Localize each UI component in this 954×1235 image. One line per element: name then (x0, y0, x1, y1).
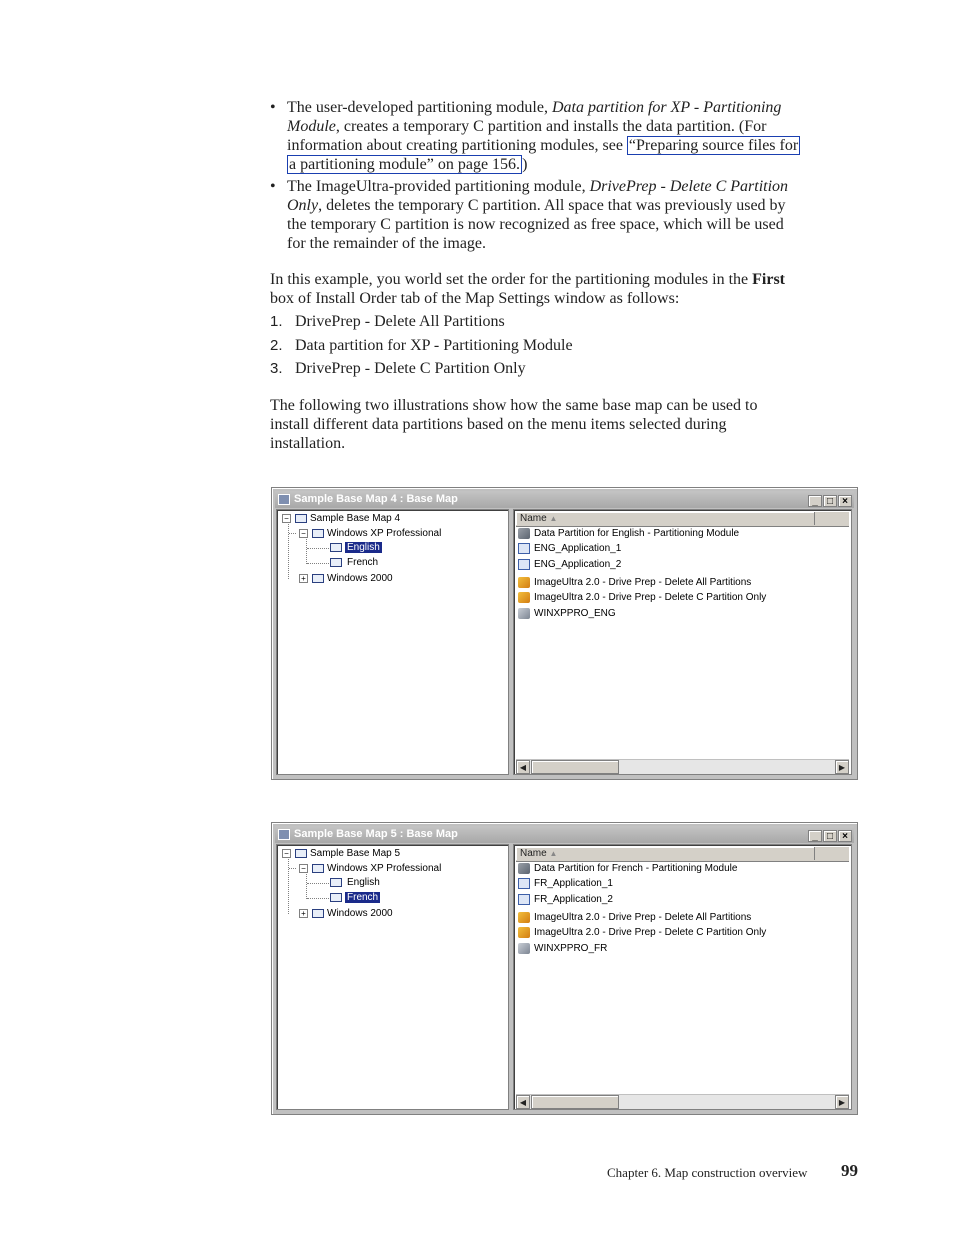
utility-module-icon (518, 577, 530, 588)
application-module-icon (518, 894, 530, 905)
tree-pane[interactable] (276, 844, 509, 1110)
list-item[interactable]: FR_Application_1 (518, 876, 613, 891)
list-item[interactable]: WINXPPRO_FR (518, 941, 607, 956)
module-list-pane[interactable] (513, 509, 852, 775)
intro-paragraph: In this example, you world set the order for the partitioning modules in the First box of Install Order tab of the Map Settings window as follows: (270, 271, 785, 307)
list-item[interactable]: WINXPPRO_ENG (518, 606, 616, 621)
partition-module-icon (518, 863, 530, 874)
window-title-bar[interactable] (275, 826, 854, 843)
close-button[interactable]: × (838, 830, 852, 842)
cross-reference-link-continued[interactable]: a partitioning module” on page 156. (289, 156, 521, 173)
base-map-window-4 (271, 487, 858, 780)
bullet-item-2 (270, 177, 855, 253)
page-number: 99 (841, 1161, 858, 1180)
utility-module-icon (518, 912, 530, 923)
tree-node-english[interactable]: English (330, 875, 382, 890)
cross-reference-link[interactable]: “Preparing source files for (628, 137, 799, 154)
tree-node-english[interactable]: English (330, 540, 382, 555)
scroll-thumb[interactable] (531, 1095, 619, 1109)
bullet-dot: • (270, 178, 276, 195)
list-item[interactable]: ImageUltra 2.0 - Drive Prep - Delete C Partition Only (518, 925, 766, 940)
list-header[interactable] (516, 847, 849, 862)
bullet-dot: • (270, 99, 276, 116)
collapse-toggle[interactable]: − (299, 864, 308, 873)
application-module-icon (518, 559, 530, 570)
chapter-footer: Chapter 6. Map construction overview (607, 1165, 808, 1180)
list-item[interactable]: Data Partition for French - Partitioning Module (518, 861, 737, 876)
menu-item-icon (330, 893, 342, 902)
map-window-icon (278, 494, 290, 505)
bullet-2-line-1: The ImageUltra-provided partitioning module, DrivePrep - Delete C Partition (287, 178, 789, 195)
tree-node-os2[interactable]: + Windows 2000 (299, 906, 393, 921)
menu-item-icon (312, 574, 324, 583)
bullet-1-line-1: The user-developed partitioning module, Data partition for XP - Partitioning (287, 99, 782, 116)
bullet-2-line-3: the temporary C partition is now recognized as free space, which will be used (287, 216, 784, 233)
os-module-icon (518, 608, 530, 619)
bullet-1-line-2: Module, creates a temporary C partition and installs the data partition. (For (287, 118, 767, 135)
menu-item-icon (312, 864, 324, 873)
module-list-pane[interactable] (513, 844, 852, 1110)
menu-item-icon (312, 529, 324, 538)
tree-node-french[interactable]: French (330, 555, 380, 570)
ordered-list-item-3: 3. DrivePrep - Delete C Partition Only (270, 360, 526, 377)
maximize-button[interactable]: □ (823, 830, 837, 842)
base-map-window-5 (271, 822, 858, 1115)
tree-root[interactable]: − Sample Base Map 4 (282, 511, 400, 526)
application-module-icon (518, 543, 530, 554)
tree-node-os1[interactable]: − Windows XP Professional (299, 526, 441, 541)
name-column-header[interactable]: Name ▲ (516, 512, 815, 525)
bullet-2-line-2: Only, deletes the temporary C partition. All space that was previously used by (287, 197, 786, 214)
tree-pane[interactable] (276, 509, 509, 775)
utility-module-icon (518, 592, 530, 603)
ordered-list-item-1: 1. DrivePrep - Delete All Partitions (270, 313, 505, 330)
list-item[interactable]: ENG_Application_1 (518, 541, 621, 556)
window-title-bar[interactable] (275, 491, 854, 508)
close-button[interactable]: × (838, 495, 852, 507)
list-item[interactable]: ImageUltra 2.0 - Drive Prep - Delete All Partitions (518, 575, 751, 590)
list-header[interactable] (516, 512, 849, 527)
scroll-thumb[interactable] (531, 760, 619, 774)
map-icon (295, 849, 307, 858)
tree-node-os2[interactable]: + Windows 2000 (299, 571, 393, 586)
tree-node-french[interactable]: French (330, 890, 380, 905)
scroll-left-arrow-icon[interactable]: ◀ (516, 1095, 530, 1109)
tree-root[interactable]: − Sample Base Map 5 (282, 846, 400, 861)
menu-item-icon (330, 878, 342, 887)
list-item[interactable]: FR_Application_2 (518, 892, 613, 907)
application-module-icon (518, 878, 530, 889)
collapse-toggle[interactable]: − (299, 529, 308, 538)
ordered-list-item-2: 2. Data partition for XP - Partitioning Module (270, 337, 573, 354)
os-module-icon (518, 943, 530, 954)
maximize-button[interactable]: □ (823, 495, 837, 507)
utility-module-icon (518, 927, 530, 938)
collapse-toggle[interactable]: − (282, 514, 291, 523)
window-title: Sample Base Map 4 : Base Map (294, 493, 458, 505)
minimize-button[interactable]: _ (808, 495, 822, 507)
list-item[interactable]: ImageUltra 2.0 - Drive Prep - Delete All Partitions (518, 910, 751, 925)
expand-toggle[interactable]: + (299, 574, 308, 583)
name-column-header[interactable]: Name ▲ (516, 847, 815, 860)
menu-item-icon (330, 543, 342, 552)
map-window-icon (278, 829, 290, 840)
bullet-1-line-3: information about creating partitioning modules, see “Preparing source files for (287, 137, 799, 154)
map-icon (295, 514, 307, 523)
bullet-item-1 (270, 98, 855, 174)
list-item[interactable]: ImageUltra 2.0 - Drive Prep - Delete C Partition Only (518, 590, 766, 605)
scroll-left-arrow-icon[interactable]: ◀ (516, 760, 530, 774)
menu-item-icon (330, 558, 342, 567)
illustrations-paragraph: The following two illustrations show how the same base map can be used to install different data partitions based on the menu items selected during installation. (270, 397, 758, 452)
bullet-2-line-4: for the remainder of the image. (287, 235, 487, 252)
minimize-button[interactable]: _ (808, 830, 822, 842)
horizontal-scrollbar[interactable] (516, 759, 849, 774)
menu-item-icon (312, 909, 324, 918)
tree-node-os1[interactable]: − Windows XP Professional (299, 861, 441, 876)
scroll-right-arrow-icon[interactable]: ▶ (835, 1095, 849, 1109)
bullet-1-line-4: a partitioning module” on page 156. ) (289, 156, 528, 173)
collapse-toggle[interactable]: − (282, 849, 291, 858)
scroll-right-arrow-icon[interactable]: ▶ (835, 760, 849, 774)
list-item[interactable]: Data Partition for English - Partitioning Module (518, 526, 739, 541)
list-item[interactable]: ENG_Application_2 (518, 557, 621, 572)
partition-module-icon (518, 528, 530, 539)
horizontal-scrollbar[interactable] (516, 1094, 849, 1109)
expand-toggle[interactable]: + (299, 909, 308, 918)
window-title: Sample Base Map 5 : Base Map (294, 828, 458, 840)
